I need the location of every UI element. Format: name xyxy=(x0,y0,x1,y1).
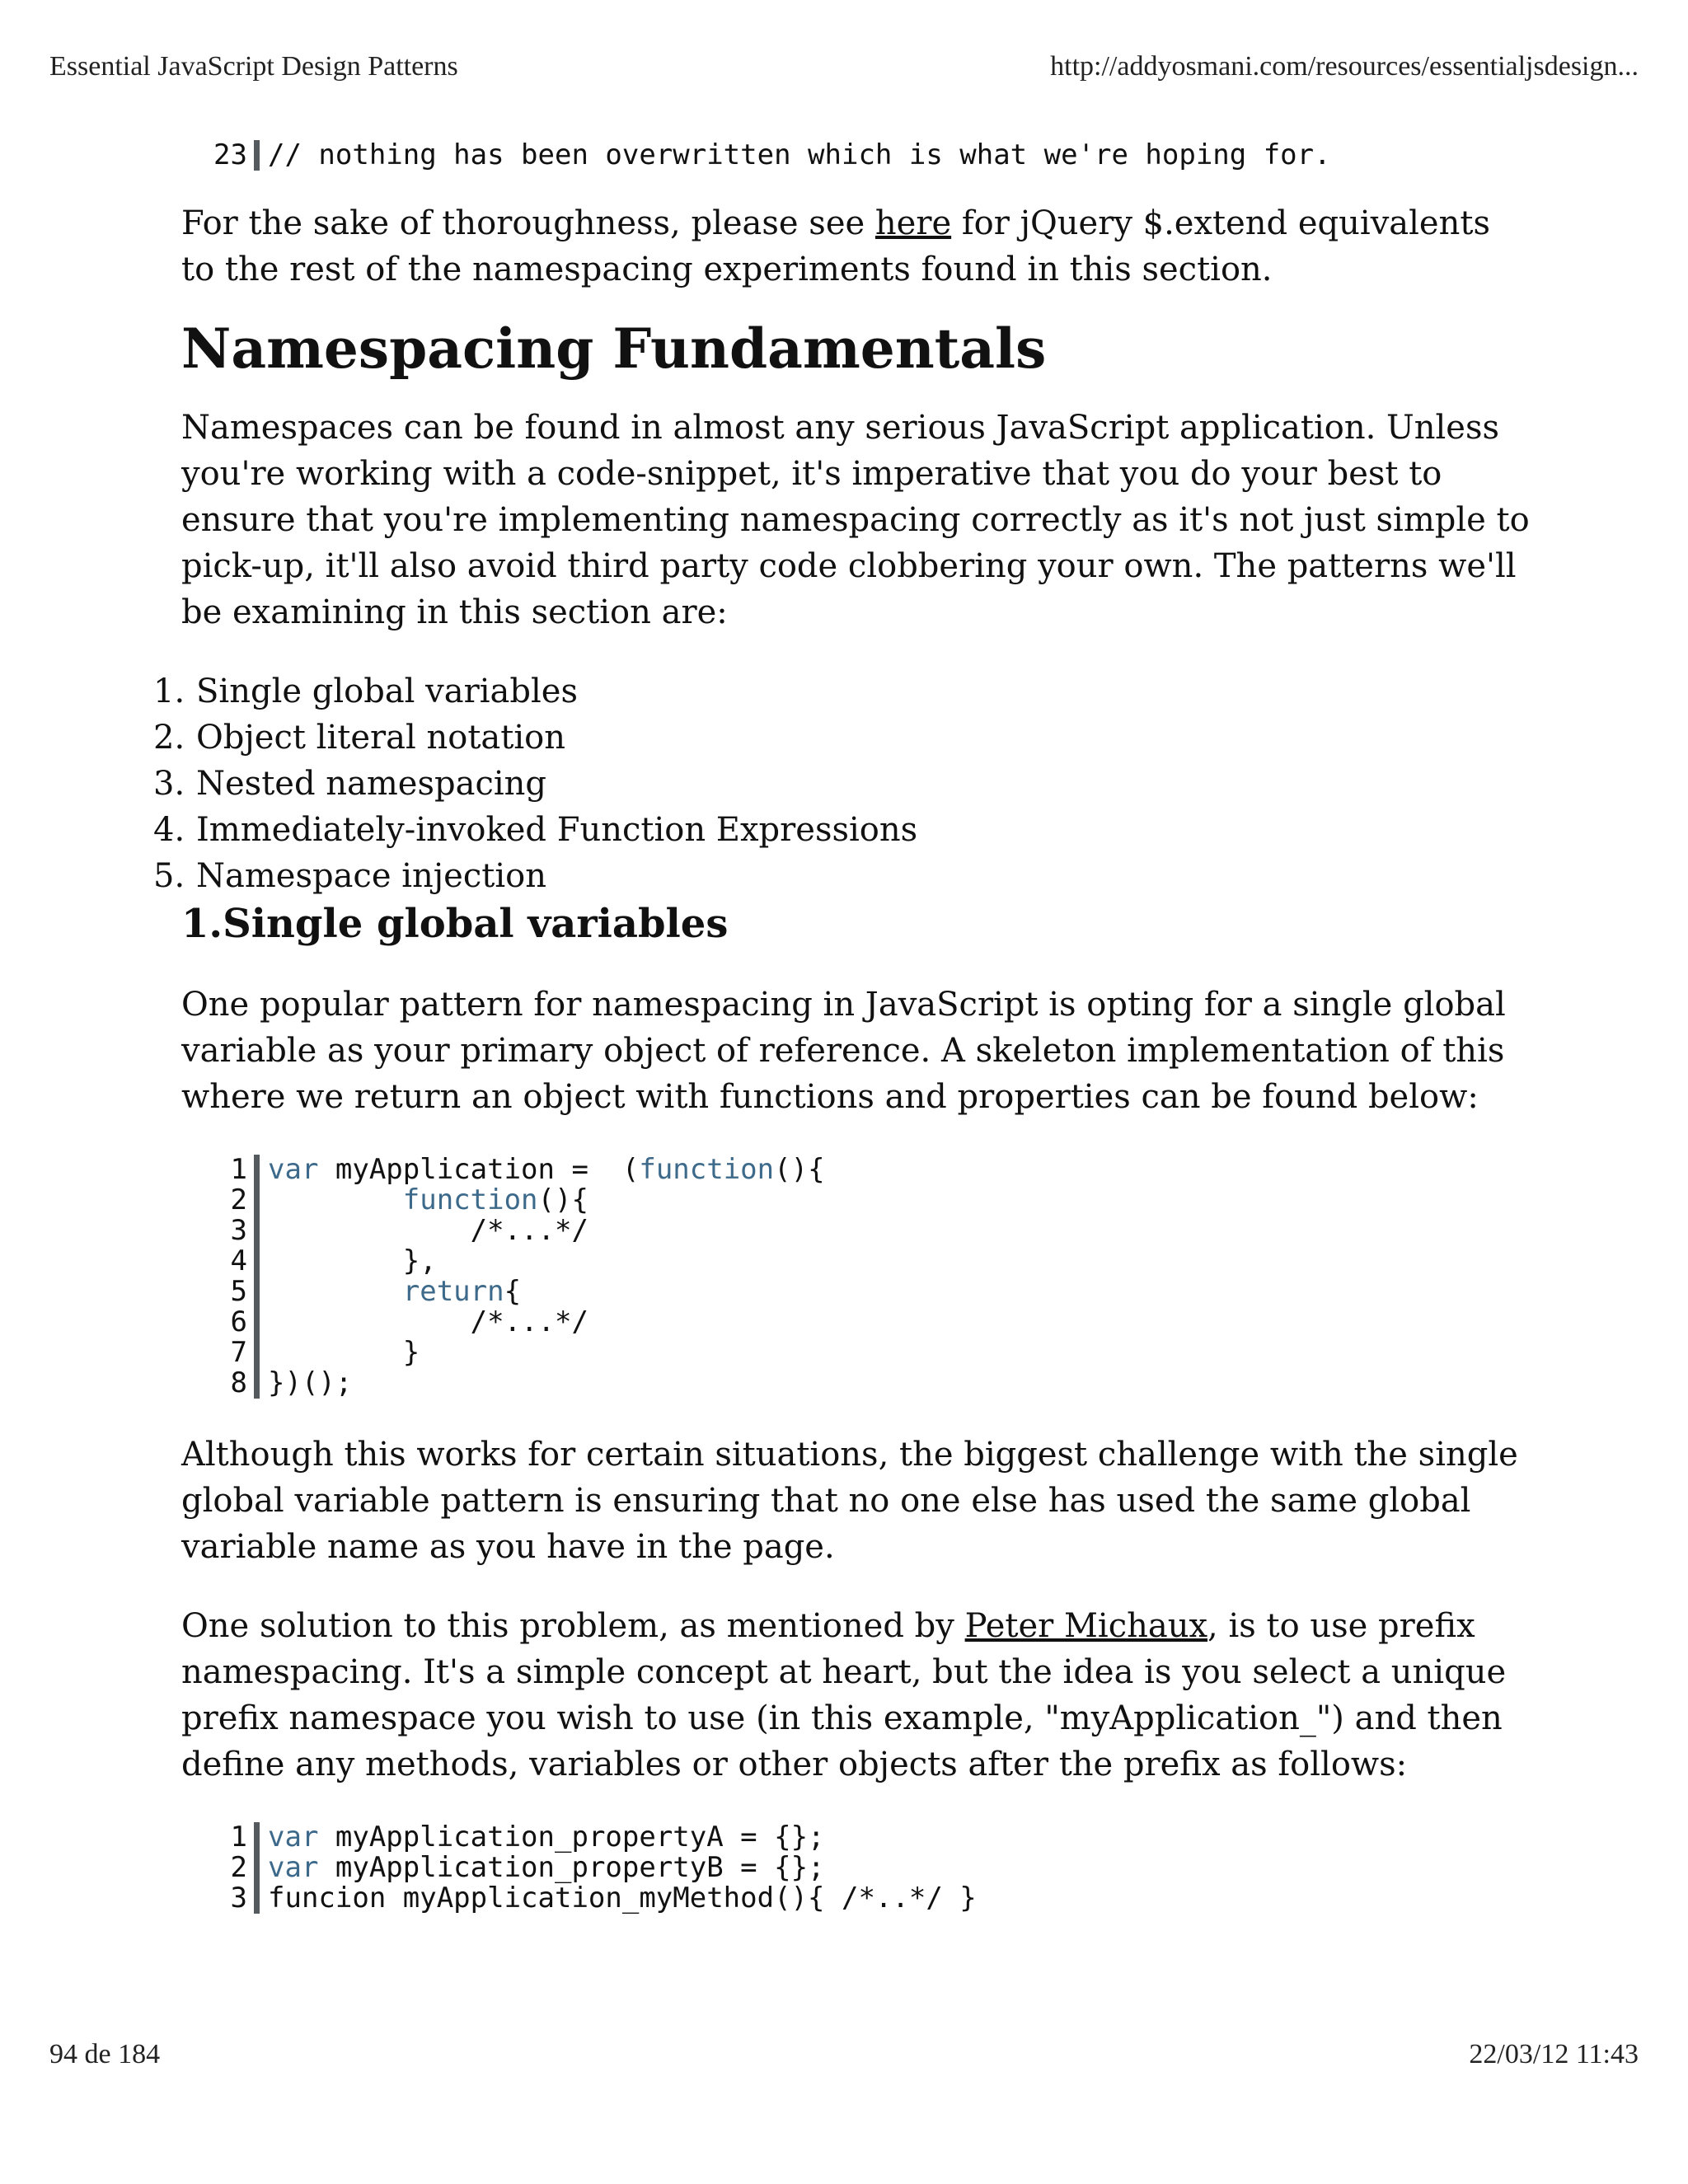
peter-michaux-link[interactable]: Peter Michaux xyxy=(964,1607,1208,1645)
code-text xyxy=(254,1307,588,1338)
code-line xyxy=(198,1216,1533,1246)
code-text xyxy=(254,1185,588,1216)
section-title: Namespacing Fundamentals xyxy=(181,316,1047,381)
paragraph-prefix-text-before: One solution to this problem, as mentioned by xyxy=(181,1607,965,1645)
footer-datetime: 22/03/12 11:43 xyxy=(1469,2039,1639,2069)
code-text xyxy=(254,1883,977,1914)
list-item xyxy=(153,853,1533,899)
code-block-prefix xyxy=(198,1822,1533,1914)
code-token xyxy=(268,1183,403,1216)
line-number: 3 xyxy=(230,1882,247,1915)
code-text xyxy=(254,1246,437,1277)
code-line xyxy=(198,1246,1533,1277)
footer-page-number: 94 de 184 xyxy=(49,2039,161,2069)
line-number: 23 xyxy=(213,138,247,171)
code-line xyxy=(198,1277,1533,1307)
patterns-list xyxy=(153,668,1533,899)
paragraph-extend-text-after: for jQuery $.extend equivalents to the rest of the namespacing experiments found in this section. xyxy=(181,204,1490,288)
code-line xyxy=(198,1155,1533,1185)
code-token: (){ xyxy=(537,1183,588,1216)
code-keyword: var xyxy=(268,1153,319,1186)
code-token: }, xyxy=(268,1244,437,1277)
list-item-label: Single global variables xyxy=(196,673,578,710)
line-number: 6 xyxy=(230,1305,247,1338)
code-token: myApplication_propertyB = {}; xyxy=(318,1851,825,1884)
code-token: { xyxy=(504,1275,522,1308)
line-number: 4 xyxy=(230,1244,247,1277)
list-item-label: Nested namespacing xyxy=(196,765,547,803)
code-text xyxy=(254,1155,825,1185)
code-token: })(); xyxy=(268,1366,353,1399)
code-token: funcion myApplication_myMethod(){ /*..*/ } xyxy=(268,1882,977,1915)
code-line xyxy=(198,1853,1533,1883)
list-item-number: 4. xyxy=(153,811,185,849)
code-text: // nothing has been overwritten which is what we're hoping for. xyxy=(254,140,1331,171)
code-keyword: var xyxy=(268,1821,319,1854)
code-block-single-global xyxy=(198,1155,1533,1399)
line-number: 7 xyxy=(230,1336,247,1369)
code-keyword: return xyxy=(402,1275,504,1308)
paragraph-extend xyxy=(181,200,1533,293)
code-keyword: function xyxy=(639,1153,775,1186)
code-text xyxy=(254,1338,420,1368)
paragraph-prefix-text-after: , is to use prefix namespacing. It's a simple concept at heart, but the idea is you select a unique prefix namespace you wish to use (in this example, "myApplication_") and then define any methods, variables or other objects after the prefix as follows: xyxy=(181,1607,1507,1783)
list-item-label: Namespace injection xyxy=(196,857,546,895)
header-url: http://addyosmani.com/resources/essentialjsdesign... xyxy=(1050,51,1639,82)
code-block-top xyxy=(198,140,1533,171)
paragraph-single-global: One popular pattern for namespacing in JavaScript is opting for a single global variable as your primary object of reference. A skeleton implementation of this where we return an object with functions and properties can be found below: xyxy=(181,986,1506,1116)
code-line xyxy=(198,1185,1533,1216)
list-item xyxy=(153,715,1533,761)
code-token xyxy=(268,1275,403,1308)
list-item xyxy=(153,807,1533,853)
subsection-title: 1.Single global variables xyxy=(181,901,729,947)
code-line xyxy=(198,1883,1533,1914)
paragraph-prefix xyxy=(181,1603,1533,1788)
code-token: /*...*/ xyxy=(268,1305,588,1338)
code-line xyxy=(198,1822,1533,1853)
code-token: myApplication = ( xyxy=(318,1153,640,1186)
paragraph-intro: Namespaces can be found in almost any serious JavaScript application. Unless you're working with a code-snippet, it's imperative that you do your best to ensure that you're implementing namespacing correctly as it's not just simple to pick-up, it'll also avoid third party code clobbering your own. The patterns we'll be examining in this section are: xyxy=(181,409,1530,631)
list-item-label: Immediately-invoked Function Expressions xyxy=(196,811,918,849)
here-link[interactable]: here xyxy=(874,204,952,242)
line-number: 5 xyxy=(230,1275,247,1308)
code-text xyxy=(254,1216,588,1246)
code-line xyxy=(198,1307,1533,1338)
line-number: 1 xyxy=(230,1821,247,1854)
line-number: 2 xyxy=(230,1851,247,1884)
code-token: /*...*/ xyxy=(268,1214,588,1247)
list-item-label: Object literal notation xyxy=(196,719,565,757)
code-text xyxy=(254,1368,352,1399)
paragraph-extend-text-before: For the sake of thoroughness, please see xyxy=(181,204,875,242)
page-content xyxy=(153,138,1533,1915)
line-number: 1 xyxy=(230,1153,247,1186)
list-item-number: 3. xyxy=(153,765,185,803)
line-number: 8 xyxy=(230,1366,247,1399)
list-item-number: 5. xyxy=(153,857,185,895)
paragraph-challenge: Although this works for certain situations, the biggest challenge with the single global variable pattern is ensuring that no one else has used the same global variable name as you have in the page. xyxy=(181,1436,1518,1566)
line-number: 2 xyxy=(230,1183,247,1216)
code-line xyxy=(198,1338,1533,1368)
list-item-number: 2. xyxy=(153,719,185,757)
code-token: (){ xyxy=(774,1153,825,1186)
code-token: myApplication_propertyA = {}; xyxy=(318,1821,825,1854)
code-text xyxy=(254,1277,521,1307)
list-item xyxy=(153,761,1533,807)
list-item-number: 1. xyxy=(153,673,185,710)
header-title: Essential JavaScript Design Patterns xyxy=(49,51,458,82)
code-keyword: function xyxy=(402,1183,538,1216)
code-line xyxy=(198,1368,1533,1399)
code-text xyxy=(254,1853,825,1883)
code-token: } xyxy=(268,1336,420,1369)
list-item xyxy=(153,668,1533,715)
code-keyword: var xyxy=(268,1851,319,1884)
code-line xyxy=(198,140,1533,171)
code-text xyxy=(254,1822,825,1853)
line-number: 3 xyxy=(230,1214,247,1247)
